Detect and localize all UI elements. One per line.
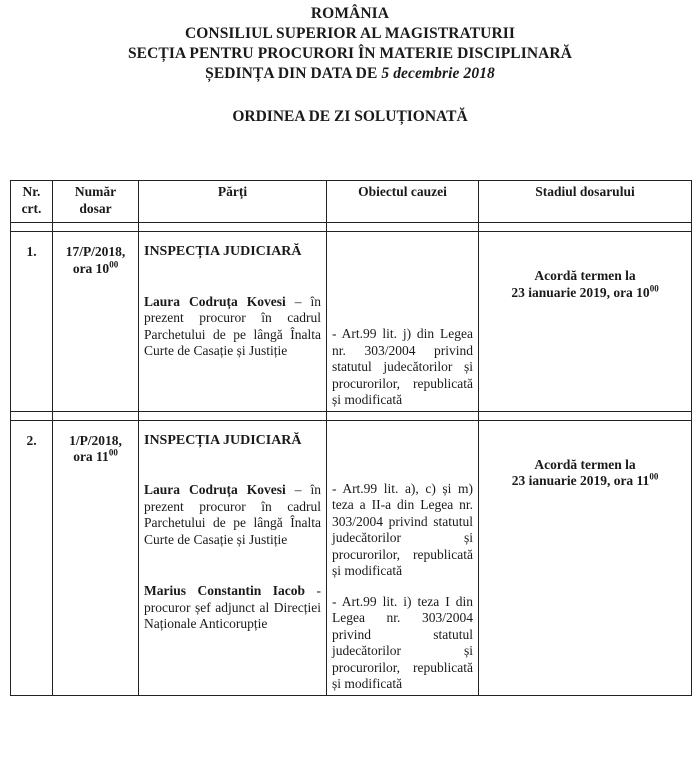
session-line (0, 64, 700, 84)
col-header-dosar: Număr dosar (53, 181, 139, 223)
party-respondent: Laura Codruța Kovesi – în prezent procuror în cadrul Parchetului de pe lângă Înalta Curte de Casație și Justiție (144, 293, 321, 358)
section-line: SECȚIA PENTRU PROCURORI ÎN MATERIE DISCIPLINARĂ (127, 45, 573, 62)
party-inspection: INSPECȚIA JUDICIARĂ (144, 244, 302, 259)
case-number: 17/P/2018, ora $10^{00}$ (53, 232, 139, 412)
parties-cell (139, 232, 327, 412)
party-respondent: Laura Codruța Kovesi – în prezent procuror în cadrul Parchetului de pe lângă Înalta Curte de Casație și Justiție (144, 482, 321, 547)
document-header (0, 0, 700, 84)
session-prefix: ȘEDINȚA DIN DATA DE (205, 65, 378, 82)
case-object: - Art.99 lit. j) din Legea nr. 303/2004 privind statutul judecătorilor și procurorilor, republicată și modificată (332, 326, 473, 407)
col-header-obiect: Obiectul cauzei (327, 181, 479, 223)
table-header-row (11, 181, 692, 223)
case-number: 1/P/2018, ora $11^{00}$ (53, 420, 139, 695)
page-title: ORDINEA DE ZI SOLUȚIONATĂ (232, 108, 468, 125)
row-number: 2. (11, 420, 53, 695)
case-object: - Art.99 lit. i) teza I din Legea nr. 303/2004 privind statutul judecătorilor și procurorilor, republicată și modificată (332, 593, 473, 691)
session-date: 5 decembrie 2018 (381, 65, 495, 82)
col-header-stadiu: Stadiul dosarului (479, 181, 692, 223)
col-header-parti: Părți (139, 181, 327, 223)
council-line: CONSILIUL SUPERIOR AL MAGISTRATURII (184, 25, 516, 42)
agenda-table (10, 180, 692, 696)
case-status-cell: Acordă termen la 23 ianuarie 2019, ora $11^{00}$ (479, 420, 692, 695)
case-object-cell (327, 232, 479, 412)
table-spacer (11, 223, 692, 232)
party-inspection: INSPECȚIA JUDICIARĂ (144, 432, 302, 448)
case-status-cell: Acordă termen la 23 ianuarie 2019, ora $10^{00}$ (479, 232, 692, 412)
table-spacer (11, 411, 692, 420)
parties-cell (139, 420, 327, 695)
row-number: 1. (11, 232, 53, 412)
table-row (11, 232, 692, 412)
case-object: - Art.99 lit. a), c) și m) teza a II-a din Legea nr. 303/2004 privind statutul judecătorilor și procurorilor, republicată și modificată (332, 480, 473, 578)
col-header-nr: Nr. crt. (11, 181, 53, 223)
case-object-cell (327, 420, 479, 695)
party-respondent: Marius Constantin Iacob - procuror șef adjunct al Direcției Naționale Anticorupție (144, 583, 321, 631)
table-row (11, 420, 692, 695)
country-line: ROMÂNIA (310, 5, 390, 22)
